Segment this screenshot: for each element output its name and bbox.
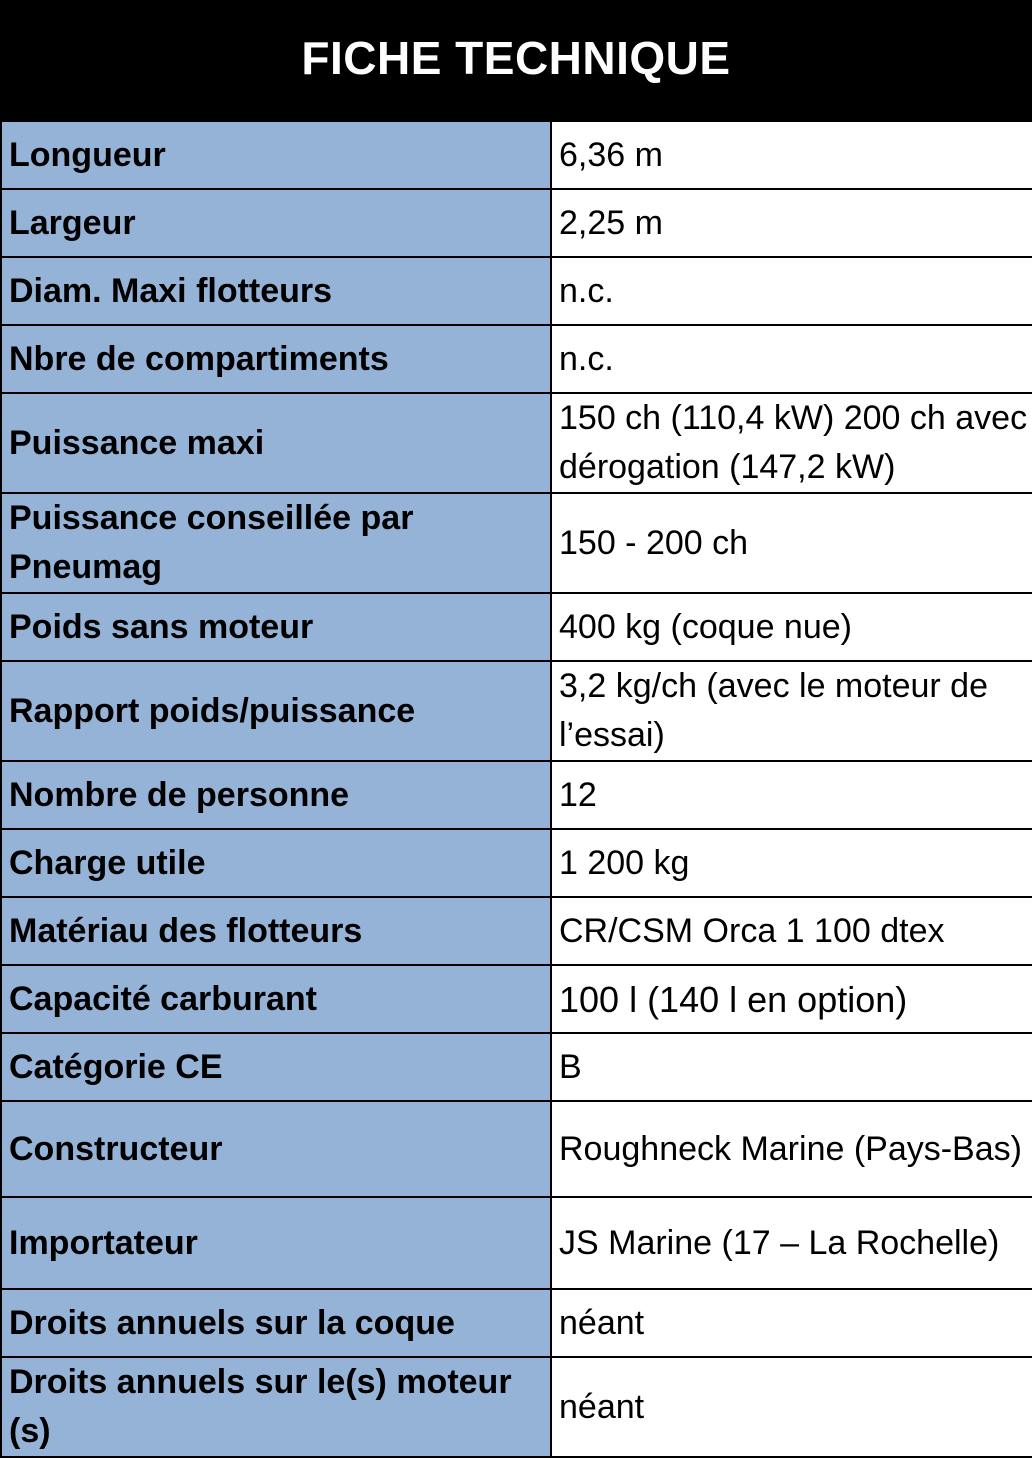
row-value: CR/CSM Orca 1 100 dtex [551,897,1032,965]
row-value: néant [551,1357,1032,1457]
row-value: 3,2 kg/ch (avec le moteur de l’essai) [551,661,1032,761]
table-row [1,393,1032,493]
row-label: Rapport poids/puissance [1,661,551,761]
row-value: n.c. [551,257,1032,325]
row-label: Largeur [1,189,551,257]
row-value: 150 ch (110,4 kW) 200 ch avec dérogation (147,2 kW) [551,393,1032,493]
table-row [1,257,1032,325]
header-banner [0,0,1032,120]
row-label: Droits annuels sur le(s) moteur (s) [1,1357,551,1457]
row-label: Droits annuels sur la coque [1,1289,551,1357]
table-row [1,493,1032,593]
row-label: Puissance conseillée par Pneumag [1,493,551,593]
row-value: 400 kg (coque nue) [551,593,1032,661]
table-row [1,1289,1032,1357]
row-label: Nombre de personne [1,761,551,829]
row-value: 1 200 kg [551,829,1032,897]
row-label: Diam. Maxi flotteurs [1,257,551,325]
table-row [1,661,1032,761]
table-row [1,1197,1032,1289]
row-label: Nbre de compartiments [1,325,551,393]
row-value: 12 [551,761,1032,829]
table-row [1,829,1032,897]
row-label: Longueur [1,121,551,189]
row-value: n.c. [551,325,1032,393]
table-row [1,121,1032,189]
table-row [1,897,1032,965]
row-label: Constructeur [1,1101,551,1197]
row-value: néant [551,1289,1032,1357]
table-row [1,761,1032,829]
table-row [1,325,1032,393]
table-row [1,1033,1032,1101]
row-label: Puissance maxi [1,393,551,493]
row-value: Roughneck Marine (Pays-Bas) [551,1101,1032,1197]
row-label: Capacité carburant [1,965,551,1033]
table-row [1,189,1032,257]
table-row [1,1101,1032,1197]
row-value: 2,25 m [551,189,1032,257]
row-value: 6,36 m [551,121,1032,189]
row-value: 100 l (140 l en option) [551,965,1032,1033]
row-label: Importateur [1,1197,551,1289]
table-row [1,593,1032,661]
row-label: Matériau des flotteurs [1,897,551,965]
row-label: Charge utile [1,829,551,897]
page-title: FICHE TECHNIQUE [301,32,731,84]
spec-table [0,120,1032,1458]
row-value: B [551,1033,1032,1101]
row-value: JS Marine (17 – La Rochelle) [551,1197,1032,1289]
row-label: Poids sans moteur [1,593,551,661]
row-value: 150 - 200 ch [551,493,1032,593]
table-row [1,1357,1032,1457]
table-row [1,965,1032,1033]
row-label: Catégorie CE [1,1033,551,1101]
